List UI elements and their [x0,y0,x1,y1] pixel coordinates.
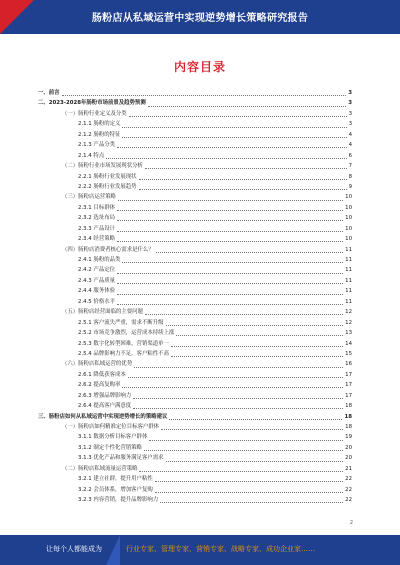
toc-entry-label: 2.1.3 产品分类 [78,142,115,149]
table-of-contents [38,88,352,506]
toc-entry[interactable] [38,391,352,401]
toc-entry-page: 17 [345,382,352,389]
toc-leader-dots [117,230,343,232]
toc-entry-page: 10 [345,194,352,201]
toc-leader-dots [106,157,346,159]
toc-entry[interactable] [38,98,352,108]
toc-leader-dots [117,303,343,305]
toc-entry-page: 3 [348,100,352,107]
toc-leader-dots [129,115,347,117]
toc-entry[interactable] [38,161,352,171]
toc-entry-label: 2.6.1 降低获客成本 [78,371,126,378]
toc-entry-label: 2.3.3 产品设计 [78,225,115,232]
toc-entry[interactable] [38,182,352,192]
toc-entry[interactable] [38,88,352,98]
toc-entry[interactable] [38,443,352,453]
toc-entry-page: 11 [345,288,352,295]
toc-entry-page: 6 [348,152,352,159]
toc-entry-label: 2.6.2 提高复购率 [78,382,121,389]
toc-entry[interactable] [38,286,352,296]
toc-leader-dots [149,439,343,441]
toc-entry-page: 9 [348,183,352,190]
toc-leader-dots [117,293,343,295]
toc-entry-label: 2.4.4 服务体验 [78,288,115,295]
toc-entry[interactable] [38,453,352,463]
toc-entry[interactable] [38,474,352,484]
toc-leader-dots [122,126,346,128]
toc-entry-label: 2.5.1 客户流失严重，需求不断升级 [78,319,164,326]
toc-entry[interactable] [38,130,352,140]
toc-entry-page: 18 [344,413,352,420]
toc-entry[interactable] [38,401,352,411]
toc-leader-dots [122,261,343,263]
toc-entry-page: 8 [348,173,352,180]
toc-entry-label: 2.1.1 肠粉的定义 [78,121,121,128]
toc-entry[interactable] [38,318,352,328]
toc-entry-label: 3.1.2 制定个性化营销策略 [78,444,142,451]
toc-entry-page: 22 [345,497,352,504]
toc-entry-page: 18 [345,424,352,430]
toc-entry[interactable] [38,119,352,129]
toc-leader-dots [161,428,343,430]
toc-leader-dots [171,355,343,357]
toc-entry[interactable] [38,203,352,213]
toc-entry-page: 11 [345,298,352,305]
toc-entry[interactable] [38,140,352,150]
toc-entry-label: 2.3.2 选址布局 [78,215,115,222]
toc-leader-dots [148,105,347,107]
toc-leader-dots [122,136,346,138]
toc-entry[interactable] [38,151,352,161]
toc-entry-page: 12 [345,309,352,316]
toc-leader-dots [166,460,344,462]
toc-entry-label: 3.2.3 内容营销，提升品牌影响力 [78,497,159,504]
toc-entry[interactable] [38,224,352,234]
toc-entry-page: 17 [345,371,352,378]
toc-entry[interactable] [38,349,352,359]
toc-leader-dots [166,324,344,326]
toc-leader-dots [128,376,343,378]
toc-entry[interactable] [38,485,352,495]
toc-entry[interactable] [38,328,352,338]
toc-entry[interactable] [38,109,352,119]
toc-entry[interactable] [38,412,352,422]
toc-entry-label: 3.2.2 会员体系，增加客户复购 [78,486,153,493]
toc-leader-dots [171,345,343,347]
toc-entry-page: 14 [345,340,352,347]
toc-entry-page: 20 [345,455,352,462]
toc-entry-label: 二、2023-2028年肠粉市场前景及趋势预测 [38,100,146,107]
toc-entry-page: 13 [345,330,352,337]
toc-entry[interactable] [38,359,352,369]
report-footer [0,535,400,565]
toc-entry[interactable] [38,276,352,286]
toc-entry-label: 2.4.3 产品质量 [78,277,115,284]
toc-entry-label: 2.4.2 产品定位 [78,267,115,274]
toc-entry[interactable] [38,307,352,317]
footer-divider [106,535,120,565]
toc-entry[interactable] [38,432,352,442]
toc-entry-label: （六）肠粉店私域运营的优势 [62,361,133,368]
toc-leader-dots [139,188,347,190]
toc-entry-label: 2.2.1 肠粉行业发展现状 [78,173,137,180]
toc-leader-dots [169,418,342,420]
toc-leader-dots [145,167,347,169]
toc-entry-label: 2.2.2 肠粉行业发展趋势 [78,183,137,190]
toc-leader-dots [117,240,343,242]
toc-entry-page: 16 [345,361,352,368]
toc-entry-label: 3.1.3 优化产品和服务满足客户需求 [78,455,164,462]
toc-entry-label: （一）肠粉店如何精准定位目标客户群体 [62,424,160,430]
toc-leader-dots [139,470,343,472]
toc-leader-dots [117,272,343,274]
toc-entry-page: 4 [348,142,352,149]
toc-entry[interactable] [38,370,352,380]
toc-entry-page: 17 [345,392,352,399]
toc-leader-dots [145,313,343,315]
toc-leader-dots [122,386,343,388]
toc-entry-label: （三）肠粉店运营策略 [62,194,116,201]
toc-leader-dots [160,501,343,503]
toc-entry[interactable] [38,234,352,244]
toc-entry[interactable] [38,422,352,432]
toc-entry[interactable] [38,495,352,505]
toc-entry-label: 3.2.1 建立社群，提升用户粘性 [78,476,153,483]
toc-leader-dots [117,282,343,284]
report-title: 肠粉店从私域运营中实现逆势增长策略研究报告 [91,13,309,24]
toc-entry[interactable] [38,265,352,275]
toc-leader-dots [62,94,347,96]
footer-slogan-left: 让每个人都能成为 [46,545,102,553]
toc-leader-dots [139,178,347,180]
toc-entry-label: 2.1.2 肠粉的特征 [78,131,121,138]
toc-entry-page: 22 [345,476,352,483]
toc-leader-dots [118,199,343,201]
toc-entry[interactable] [38,380,352,390]
toc-leader-dots [156,251,343,253]
toc-entry-label: （二）肠粉行业市场发展现状分析 [62,163,143,170]
toc-entry[interactable] [38,245,352,255]
toc-entry-label: 三、肠粉店如何从私域运营中实现逆势增长的策略建议 [38,413,168,420]
toc-entry-label: 2.1.4 特点 [78,152,105,159]
toc-entry-label: 3.1.1 数据分析目标客户群体 [78,434,148,441]
toc-leader-dots [134,366,343,368]
toc-entry-page: 22 [345,486,352,493]
toc-entry-label: 2.6.4 提高客户满意度 [78,403,132,410]
toc-entry-page: 15 [345,350,352,357]
toc-entry-label: 2.3.1 目标群体 [78,204,115,211]
toc-entry-page: 18 [345,403,352,410]
toc-entry-label: （四）肠粉店消费者核心需求是什么？ [62,246,154,253]
report-header [0,0,400,34]
toc-leader-dots [117,209,343,211]
toc-leader-dots [133,407,343,409]
footer-slogan-right: 行业专家、管理专家、营销专家、战略专家、成功企业家…… [126,545,315,553]
toc-entry-page: 3 [348,121,352,128]
toc-entry-page: 11 [345,257,352,263]
toc-entry[interactable] [38,172,352,182]
toc-leader-dots [133,397,343,399]
toc-entry[interactable] [38,192,352,202]
toc-entry-label: 2.5.2 市场竞争激烈，运营成本持续上涨 [78,330,175,337]
toc-entry-page: 20 [345,444,352,451]
toc-entry-page: 7 [348,163,352,170]
toc-entry-label: 2.6.3 增强品牌影响力 [78,392,132,399]
toc-leader-dots [144,449,343,451]
toc-title: 内容目录 [173,60,226,74]
toc-entry-label: 2.4.5 价格水平 [78,298,115,305]
toc-leader-dots [117,219,343,221]
toc-entry-page: 21 [345,465,352,472]
toc-entry-page: 3 [348,110,352,117]
toc-entry-page: 11 [345,246,352,253]
toc-entry-page: 12 [345,319,352,326]
toc-entry-label: 2.5.4 品牌影响力不足，客户粘性不高 [78,350,169,357]
toc-entry-label: 2.4.1 肠粉的品类 [78,257,121,263]
toc-entry-page: 11 [345,267,352,274]
toc-leader-dots [176,334,343,336]
toc-entry[interactable] [38,213,352,223]
toc-entry-label: （五）肠粉店经营面临的主要问题 [62,309,143,316]
toc-entry[interactable] [38,339,352,349]
toc-entry-page: 11 [345,277,352,284]
toc-entry[interactable] [38,464,352,474]
toc-entry-label: （一）肠粉行业定义及分类 [62,110,127,117]
page-number: 2 [349,520,353,526]
toc-entry-label: 2.5.3 数字化转型困难，营销渠道单一 [78,340,169,347]
toc-entry[interactable] [38,255,352,265]
toc-entry-page: 10 [345,225,352,232]
toc-entry-page: 10 [345,215,352,222]
toc-leader-dots [155,480,343,482]
toc-entry-label: （二）肠粉店私域流量运营策略 [62,465,138,472]
toc-leader-dots [155,491,343,493]
toc-entry-page: 4 [348,131,352,138]
toc-entry-label: 一、前言 [38,90,60,96]
toc-entry-page: 10 [345,204,352,211]
toc-leader-dots [117,146,347,148]
toc-entry-page: 10 [345,236,352,243]
toc-entry-page: 19 [345,434,352,441]
toc-entry-page: 3 [348,90,352,96]
toc-entry-label: 2.3.4 经营策略 [78,236,115,243]
toc-entry[interactable] [38,297,352,307]
